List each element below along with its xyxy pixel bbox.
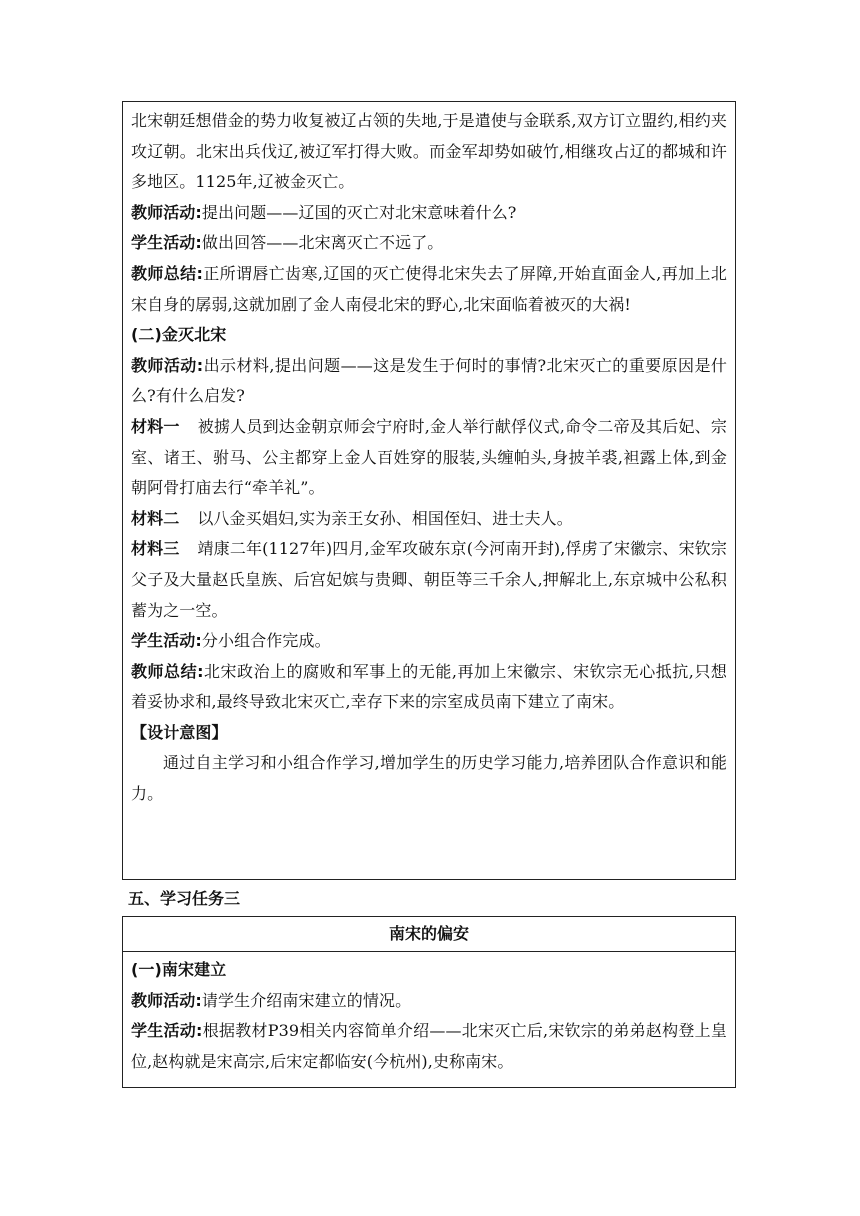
teacher-summary-2 [131,657,727,718]
teacher-activity-1 [131,198,727,229]
text: 正所谓唇亡齿寒,辽国的灭亡使得北宋失去了屏障,开始直面金人,再加上北宋自身的孱弱,这就加剧了金人南侵北宋的野心,北宋面临着被灭的大祸! [131,263,727,314]
table-body [123,952,735,1077]
material-2 [131,504,727,535]
subheading-jin-destroys-song: (二)金灭北宋 [131,325,227,345]
design-intent-text: 通过自主学习和小组合作学习,增加学生的历史学习能力,培养团队合作意识和能力。 [131,753,727,804]
label: 学生活动: [131,233,202,253]
teacher-activity-3 [131,986,727,1017]
label: 材料一 [131,416,180,436]
label: 教师活动: [131,202,202,222]
text: 被掳人员到达金朝京师会宁府时,金人举行献俘仪式,命令二帝及其后妃、宗室、诸王、驸马、公主都穿上金人百姓穿的服装,头缠帕头,身披羊裘,袒露上体,到金朝阿骨打庙去行“牵羊礼”。 [131,416,727,498]
label: 学生活动: [131,1021,203,1041]
subheading-southern-song-founding: (一)南宋建立 [131,960,227,979]
label: 教师活动: [131,355,204,375]
material-1 [131,412,727,504]
label: 教师总结: [131,661,204,681]
student-activity-1 [131,228,727,259]
text: 请学生介绍南宋建立的情况。 [201,990,412,1010]
label: 材料三 [131,539,180,559]
southern-song-table [122,916,736,1088]
design-intent-title: 【设计意图】 [131,722,228,742]
text: 提出问题——辽国的灭亡对北宋意味着什么? [201,202,517,222]
text: 出示材料,提出问题——这是发生于何时的事情?北宋灭亡的重要原因是什么?有什么启发? [131,355,727,406]
label: 学生活动: [131,631,202,651]
table-header: 南宋的偏安 [123,917,735,952]
text: 靖康二年(1127年)四月,金军攻破东京(今河南开封),俘虏了宋徽宗、宋钦宗父子及大量赵氏皇族、后宫妃嫔与贵卿、朝臣等三千余人,押解北上,东京城中公私积蓄为之一空。 [131,539,727,620]
text: 根据教材P39相关内容简单介绍——北宋灭亡后,宋钦宗的弟弟赵构登上皇位,赵构就是宋高宗,后宋定都临安(今杭州),史称南宋。 [131,1021,727,1071]
text: 分小组合作完成。 [201,631,331,651]
lesson-table-cell [122,101,736,880]
section-title: 五、学习任务三 [128,889,241,908]
teacher-activity-2 [131,351,727,412]
material-3 [131,534,727,626]
label: 材料二 [131,508,180,528]
teacher-summary-1 [131,259,727,320]
student-activity-3 [131,1016,727,1077]
label: 教师活动: [131,990,202,1010]
text: 北宋政治上的腐败和军事上的无能,再加上宋徽宗、宋钦宗无心抵抗,只想着妥协求和,最终导致北宋灭亡,幸存下来的宗室成员南下建立了南宋。 [131,661,727,712]
paragraph-liao-collapse: 北宋朝廷想借金的势力收复被辽占领的失地,于是遣使与金联系,双方订立盟约,相约夹攻辽朝。北宋出兵伐辽,被辽军打得大败。而金军却势如破竹,相继攻占辽的都城和许多地区。1125年,辽被金灭亡。 [131,111,727,192]
label: 教师总结: [131,263,203,283]
text: 做出回答——北宋离灭亡不远了。 [201,233,444,253]
text: 以八金买娼妇,实为亲王女孙、相国侄妇、进士夫人。 [197,508,573,528]
student-activity-2 [131,626,727,657]
